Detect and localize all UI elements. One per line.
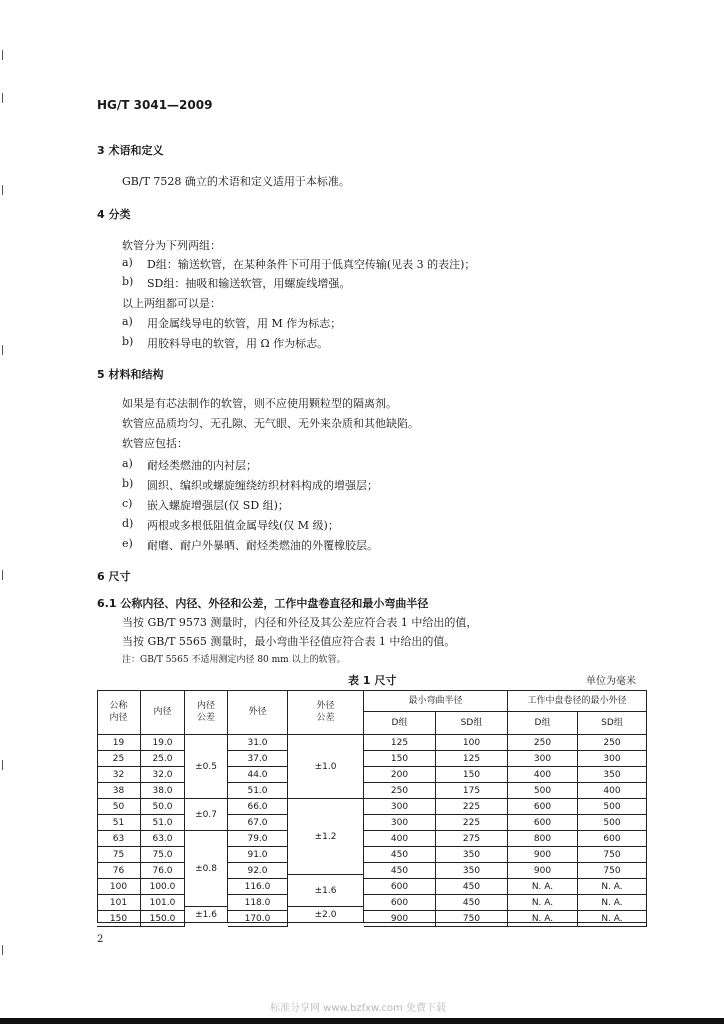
section-4-intro2: 以上两组都可以是： xyxy=(122,297,221,310)
section-6-1-heading: 6.1 公称内径、内径、外径和公差，工作中盘卷直径和最小弯曲半径 xyxy=(97,597,429,610)
cell-min-bend-d: 300 xyxy=(364,815,436,831)
section-4-heading: 4 分类 xyxy=(97,208,131,221)
cell-min-bend-d: 250 xyxy=(364,783,436,799)
list-item: 耐烃类燃油的内衬层； xyxy=(147,459,257,472)
cell-coil-d: N. A. xyxy=(508,895,578,911)
cell-min-bend-d: 600 xyxy=(364,879,436,895)
cell-outer-diameter: 92.0 xyxy=(228,863,288,879)
cell-min-bend-sd: 125 xyxy=(436,751,508,767)
header-outer-tolerance: 外径 公差 xyxy=(288,690,364,735)
cell-outer-diameter: 51.0 xyxy=(228,783,288,799)
list-item: 两根或多根低阻值金属导线(仅 M 级)； xyxy=(147,519,339,532)
header-d-group: D组 xyxy=(508,712,578,735)
list-label: a) xyxy=(122,457,133,470)
header-sd-group: SD组 xyxy=(578,712,647,735)
cell-nominal-diameter: 63 xyxy=(97,831,141,847)
cell-coil-sd: 750 xyxy=(578,847,647,863)
cell-min-bend-d: 450 xyxy=(364,863,436,879)
cell-coil-d: N. A. xyxy=(508,911,578,927)
list-label: d) xyxy=(122,517,134,530)
outer-tolerance-cell: ±1.2 xyxy=(288,799,364,875)
cell-coil-sd: N. A. xyxy=(578,879,647,895)
section-6-paragraph: 当按 GB/T 5565 测量时，最小弯曲半径值应符合表 1 中给出的值。 xyxy=(122,635,456,648)
list-item: D组：输送软管，在某种条件下可用于低真空传输(见表 3 的表注)； xyxy=(147,258,476,271)
cell-coil-d: 900 xyxy=(508,847,578,863)
cell-coil-d: N. A. xyxy=(508,879,578,895)
cell-min-bend-d: 150 xyxy=(364,751,436,767)
cell-min-bend-sd: 350 xyxy=(436,847,508,863)
cell-coil-sd: 400 xyxy=(578,783,647,799)
cell-min-bend-sd: 750 xyxy=(436,911,508,927)
header-nominal-diameter: 公称 内径 xyxy=(97,690,141,735)
cell-outer-diameter: 37.0 xyxy=(228,751,288,767)
binding-mark xyxy=(2,50,3,60)
list-item: SD组：抽吸和输送软管，用螺旋线增强。 xyxy=(147,277,351,290)
cell-coil-sd: 750 xyxy=(578,863,647,879)
binding-mark xyxy=(2,93,3,103)
cell-inner-diameter: 75.0 xyxy=(141,847,185,863)
cell-coil-sd: 500 xyxy=(578,815,647,831)
cell-min-bend-d: 125 xyxy=(364,735,436,751)
cell-inner-diameter: 32.0 xyxy=(141,767,185,783)
list-item: 耐磨、耐户外暴晒、耐烃类燃油的外覆橡胶层。 xyxy=(147,539,378,552)
binding-mark xyxy=(2,185,3,195)
cell-coil-d: 600 xyxy=(508,799,578,815)
cell-inner-diameter: 100.0 xyxy=(141,879,185,895)
cell-outer-diameter: 66.0 xyxy=(228,799,288,815)
cell-min-bend-d: 900 xyxy=(364,911,436,927)
list-item: 嵌入螺旋增强层(仅 SD 组)； xyxy=(147,499,289,512)
cell-outer-diameter: 31.0 xyxy=(228,735,288,751)
cell-coil-sd: 500 xyxy=(578,799,647,815)
header-outer-diameter: 外径 xyxy=(228,690,288,735)
cell-min-bend-sd: 225 xyxy=(436,815,508,831)
section-6-paragraph: 当按 GB/T 9573 测量时，内径和外径及其公差应符合表 1 中给出的值， xyxy=(122,616,478,629)
cell-nominal-diameter: 50 xyxy=(97,799,141,815)
cell-coil-d: 500 xyxy=(508,783,578,799)
page-number: 2 xyxy=(97,934,104,945)
cell-coil-sd: 300 xyxy=(578,751,647,767)
cell-nominal-diameter: 75 xyxy=(97,847,141,863)
section-6-note: 注：GB/T 5565 不适用测定内径 80 mm 以上的软管。 xyxy=(122,655,346,665)
cell-outer-diameter: 170.0 xyxy=(228,911,288,927)
cell-nominal-diameter: 38 xyxy=(97,783,141,799)
cell-inner-diameter: 19.0 xyxy=(141,735,185,751)
binding-mark xyxy=(2,760,3,770)
list-item: 用金属线导电的软管，用 M 作为标志； xyxy=(147,317,342,330)
section-4-intro: 软管分为下列两组： xyxy=(122,239,221,252)
header-coil-diameter: 工作中盘卷径的最小外径 xyxy=(508,690,647,712)
cell-min-bend-sd: 275 xyxy=(436,831,508,847)
header-sd-group: SD组 xyxy=(436,712,508,735)
cell-min-bend-sd: 350 xyxy=(436,863,508,879)
cell-inner-diameter: 76.0 xyxy=(141,863,185,879)
cell-min-bend-sd: 450 xyxy=(436,895,508,911)
cell-nominal-diameter: 32 xyxy=(97,767,141,783)
cell-outer-diameter: 67.0 xyxy=(228,815,288,831)
cell-min-bend-d: 300 xyxy=(364,799,436,815)
section-3-paragraph: GB/T 7528 确立的术语和定义适用于本标准。 xyxy=(122,175,350,188)
cell-min-bend-sd: 175 xyxy=(436,783,508,799)
outer-tolerance-cell: ±1.0 xyxy=(288,735,364,799)
cell-coil-sd: 350 xyxy=(578,767,647,783)
binding-mark xyxy=(2,345,3,355)
section-5-heading: 5 材料和结构 xyxy=(97,368,164,381)
cell-coil-d: 600 xyxy=(508,815,578,831)
header-d-group: D组 xyxy=(364,712,436,735)
section-5-paragraph: 软管应包括： xyxy=(122,437,188,450)
cell-nominal-diameter: 25 xyxy=(97,751,141,767)
cell-min-bend-d: 200 xyxy=(364,767,436,783)
list-label: a) xyxy=(122,315,133,328)
cell-outer-diameter: 91.0 xyxy=(228,847,288,863)
section-6-heading: 6 尺寸 xyxy=(97,570,131,583)
cell-inner-diameter: 63.0 xyxy=(141,831,185,847)
cell-inner-diameter: 51.0 xyxy=(141,815,185,831)
binding-mark xyxy=(2,945,3,955)
standard-code: HG/T 3041—2009 xyxy=(97,98,213,112)
cell-outer-diameter: 118.0 xyxy=(228,895,288,911)
header-inner-tolerance: 内径 公差 xyxy=(185,690,228,735)
cell-nominal-diameter: 19 xyxy=(97,735,141,751)
inner-tolerance-cell: ±0.8 xyxy=(185,831,228,907)
scan-edge xyxy=(0,1018,724,1024)
list-label: b) xyxy=(122,275,134,288)
cell-inner-diameter: 25.0 xyxy=(141,751,185,767)
cell-inner-diameter: 101.0 xyxy=(141,895,185,911)
dimensions-table xyxy=(97,690,647,923)
inner-tolerance-cell: ±0.7 xyxy=(185,799,228,831)
outer-tolerance-cell: ±2.0 xyxy=(288,907,364,923)
cell-outer-diameter: 79.0 xyxy=(228,831,288,847)
cell-coil-d: 300 xyxy=(508,751,578,767)
header-min-bend-radius: 最小弯曲半径 xyxy=(364,690,508,712)
cell-nominal-diameter: 100 xyxy=(97,879,141,895)
cell-inner-diameter: 150.0 xyxy=(141,911,185,927)
section-3-heading: 3 术语和定义 xyxy=(97,144,164,157)
list-item: 圆织、编织或螺旋缠绕纺织材料构成的增强层； xyxy=(147,479,378,492)
binding-mark xyxy=(2,570,3,580)
list-item: 用胶料导电的软管，用 Ω 作为标志。 xyxy=(147,337,329,350)
cell-min-bend-d: 400 xyxy=(364,831,436,847)
cell-coil-sd: N. A. xyxy=(578,895,647,911)
cell-coil-d: 900 xyxy=(508,863,578,879)
list-label: a) xyxy=(122,256,133,269)
cell-coil-sd: 600 xyxy=(578,831,647,847)
cell-inner-diameter: 38.0 xyxy=(141,783,185,799)
list-label: b) xyxy=(122,335,134,348)
cell-inner-diameter: 50.0 xyxy=(141,799,185,815)
cell-coil-d: 800 xyxy=(508,831,578,847)
cell-nominal-diameter: 150 xyxy=(97,911,141,927)
list-label: b) xyxy=(122,477,134,490)
list-label: c) xyxy=(122,497,133,510)
cell-coil-d: 250 xyxy=(508,735,578,751)
cell-min-bend-d: 600 xyxy=(364,895,436,911)
inner-tolerance-cell: ±0.5 xyxy=(185,735,228,799)
cell-nominal-diameter: 76 xyxy=(97,863,141,879)
cell-min-bend-sd: 450 xyxy=(436,879,508,895)
cell-nominal-diameter: 51 xyxy=(97,815,141,831)
inner-tolerance-cell: ±1.6 xyxy=(185,907,228,923)
header-inner-diameter: 内径 xyxy=(141,690,185,735)
table-unit: 单位为毫米 xyxy=(586,676,636,687)
table-caption: 表 1 尺寸 xyxy=(348,674,397,687)
cell-outer-diameter: 44.0 xyxy=(228,767,288,783)
cell-min-bend-sd: 150 xyxy=(436,767,508,783)
outer-tolerance-cell: ±1.6 xyxy=(288,875,364,907)
cell-coil-sd: 250 xyxy=(578,735,647,751)
section-5-paragraph: 如果是有芯法制作的软管，则不应使用颗粒型的隔离剂。 xyxy=(122,397,397,410)
section-5-paragraph: 软管应品质均匀、无孔隙、无气眼、无外来杂质和其他缺陷。 xyxy=(122,417,419,430)
list-label: e) xyxy=(122,537,133,550)
watermark: 标准分享网 www.bzfxw.com 免费下载 xyxy=(270,1003,446,1014)
cell-nominal-diameter: 101 xyxy=(97,895,141,911)
cell-coil-sd: N. A. xyxy=(578,911,647,927)
cell-min-bend-d: 450 xyxy=(364,847,436,863)
cell-min-bend-sd: 100 xyxy=(436,735,508,751)
cell-min-bend-sd: 225 xyxy=(436,799,508,815)
cell-coil-d: 400 xyxy=(508,767,578,783)
cell-outer-diameter: 116.0 xyxy=(228,879,288,895)
